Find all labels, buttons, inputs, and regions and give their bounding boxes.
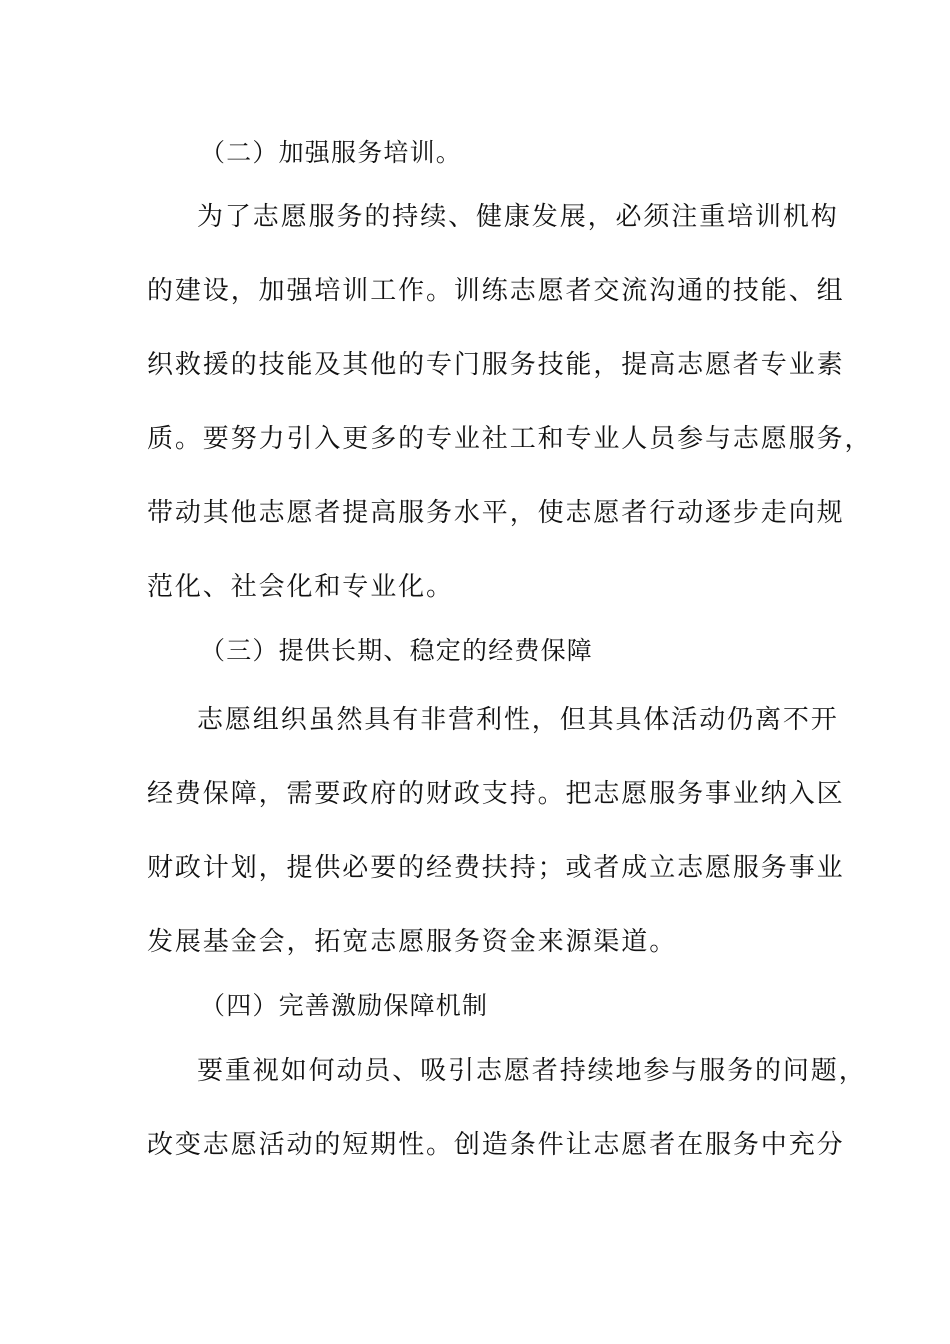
- paragraph-line: 为了志愿服务的持续、健康发展，必须注重培训机构: [197, 202, 839, 232]
- paragraph-line: 带动其他志愿者提高服务水平，使志愿者行动逐步走向规: [147, 498, 845, 528]
- paragraph-line: 织救援的技能及其他的专门服务技能，提高志愿者专业素: [147, 350, 845, 380]
- paragraph-line: 发展基金会，拓宽志愿服务资金来源渠道。: [147, 927, 678, 957]
- paragraph-line: 要重视如何动员、吸引志愿者持续地参与服务的问题，: [197, 1056, 867, 1086]
- paragraph-line: 经费保障，需要政府的财政支持。把志愿服务事业纳入区: [147, 779, 845, 809]
- paragraph-line: 财政计划，提供必要的经费扶持；或者成立志愿服务事业: [147, 853, 845, 883]
- paragraph-line: 范化、社会化和专业化。: [147, 572, 454, 602]
- section-heading-2: （二）加强服务培训。: [200, 138, 463, 167]
- paragraph-line: 志愿组织虽然具有非营利性，但其具体活动仍离不开: [197, 705, 839, 735]
- section-heading-3: （三）提供长期、稳定的经费保障: [200, 636, 594, 665]
- paragraph-line: 质。要努力引入更多的专业社工和专业人员参与志愿服务，: [147, 424, 873, 454]
- section-heading-4: （四）完善激励保障机制: [200, 991, 489, 1020]
- paragraph-line: 的建设，加强培训工作。训练志愿者交流沟通的技能、组: [147, 276, 845, 306]
- paragraph-line: 改变志愿活动的短期性。创造条件让志愿者在服务中充分: [147, 1130, 845, 1160]
